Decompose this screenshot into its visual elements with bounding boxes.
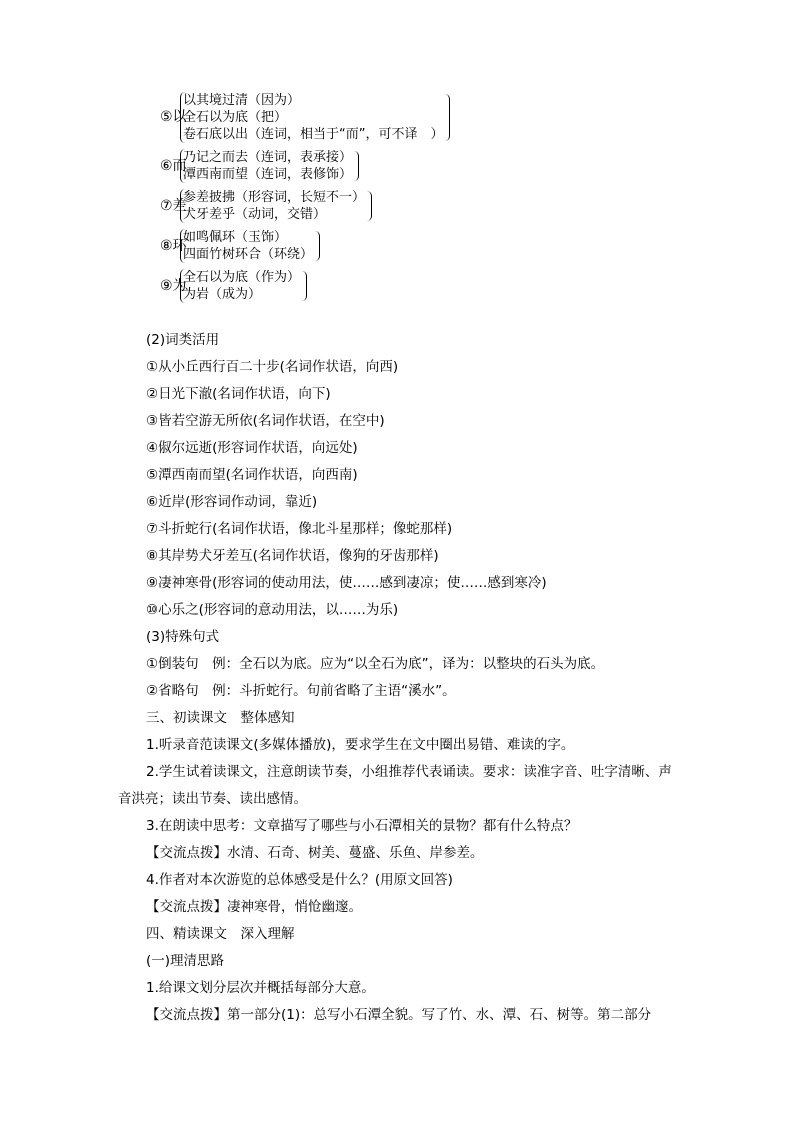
brace-head: ⑦差 <box>160 197 187 214</box>
closing-bracket <box>445 94 450 141</box>
brace-group-huan <box>160 229 520 263</box>
brace-line: 潭西南而望（连词，表修饰） <box>183 167 353 182</box>
brace-line: 全石以为底（作为） <box>183 270 301 285</box>
brace-line: 以其境过清（因为） <box>183 93 301 108</box>
list-item: ①倒装句 例：全石以为底。应为“以全石为底”，译为：以整块的石头为底。 <box>146 656 605 672</box>
paragraph: 4.作者对本次游览的总体感受是什么？(用原文回答) <box>146 872 453 888</box>
brace-line: 参差披拂（形容词，长短不一） <box>183 190 366 205</box>
section-heading: 三、初读课文 整体感知 <box>146 710 295 726</box>
list-item: ⑥近岸(形容词作动词，靠近) <box>146 494 318 510</box>
list-item: ⑩心乐之(形容词的意动用法，以……为乐) <box>146 602 399 618</box>
brace-group-er <box>160 149 520 183</box>
paragraph: 1.听录音范读课文(多媒体播放)，要求学生在文中圈出易错、难读的字。 <box>146 737 575 753</box>
answer-note: 【交流点拨】第一部分(1)：总写小石潭全貌。写了竹、水、潭、石、树等。第二部分 <box>146 1007 652 1023</box>
brace-lines <box>180 269 300 303</box>
brace-lines <box>180 149 352 183</box>
subsection-heading: (一)理清思路 <box>146 953 225 969</box>
brace-lines <box>180 189 365 223</box>
brace-head: ⑨为 <box>160 277 187 294</box>
brace-head: ⑧环 <box>160 237 187 254</box>
closing-bracket <box>354 151 359 181</box>
list-item: ⑦斗折蛇行(名词作状语，像北斗星那样；像蛇那样) <box>146 521 453 537</box>
brace-line: 四面竹树环合（环绕） <box>183 247 314 262</box>
subsection-heading: (3)特殊句式 <box>146 629 220 645</box>
closing-bracket <box>367 191 372 221</box>
brace-lines <box>180 229 313 263</box>
list-item: ②省略句 例：斗折蛇行。句前省略了主语“溪水”。 <box>146 683 456 699</box>
polysemy-brace-list <box>160 92 520 309</box>
paragraph: 2.学生试着读课文，注意朗读节奏，小组推荐代表诵读。要求：读准字音、吐字清晰、声音洪亮；读出节奏、读出感情。 <box>118 764 672 807</box>
list-item: ⑧其岸势犬牙差互(名词作状语，像狗的牙齿那样) <box>146 548 439 564</box>
brace-head: ⑥而 <box>160 157 187 174</box>
paragraph: 3.在朗读中思考：文章描写了哪些与小石潭相关的景物？都有什么特点？ <box>146 818 578 834</box>
list-item: ⑤潭西南而望(名词作状语，向西南) <box>146 467 358 483</box>
brace-group-wei <box>160 269 520 303</box>
brace-line: 为岩（成为） <box>183 287 262 302</box>
answer-note: 【交流点拨】水清、石奇、树美、蔓盛、乐鱼、岸参差。 <box>146 845 484 861</box>
brace-line: 全石以为底（把） <box>183 110 288 125</box>
section-heading: 四、精读课文 深入理解 <box>146 926 295 942</box>
brace-line: 犬牙差乎（动词，交错） <box>183 207 327 222</box>
list-item: ②日光下澈(名词作状语，向下) <box>146 386 331 402</box>
list-item: ⑨凄神寒骨(形容词的使动用法，使……感到凄凉；使……感到寒冷) <box>146 575 547 591</box>
brace-line: 如鸣佩环（玉饰） <box>183 230 288 245</box>
list-item: ④俶尔远逝(形容词作状语，向远处) <box>146 440 358 456</box>
answer-note: 【交流点拨】凄神寒骨，悄怆幽邃。 <box>146 899 362 915</box>
brace-head: ⑤以 <box>160 109 187 125</box>
brace-group-cha <box>160 189 520 223</box>
list-item: ③皆若空游无所依(名词作状语，在空中) <box>146 413 385 429</box>
brace-group-yi <box>160 92 520 143</box>
paragraph: 1.给课文划分层次并概括每部分大意。 <box>146 980 375 996</box>
brace-line: 卷石底以出（连词，相当于“而”，可不译 ） <box>183 127 444 142</box>
brace-lines <box>180 92 443 143</box>
closing-bracket <box>315 231 320 261</box>
list-item: ①从小丘西行百二十步(名词作状语，向西) <box>146 359 399 375</box>
subsection-heading: (2)词类活用 <box>146 332 220 348</box>
body-text <box>118 327 678 1029</box>
brace-line: 乃记之而去（连词，表承接） <box>183 150 353 165</box>
closing-bracket <box>302 271 307 301</box>
